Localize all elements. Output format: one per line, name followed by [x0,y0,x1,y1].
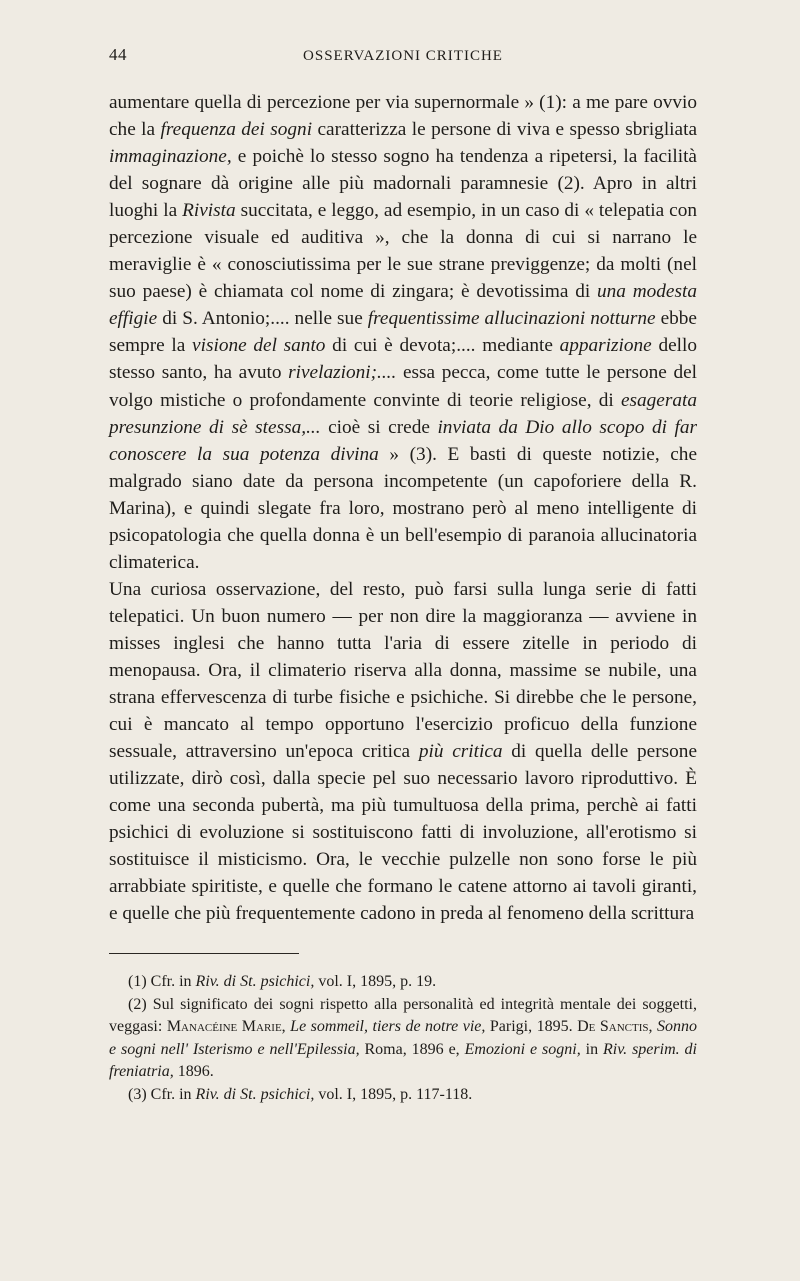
footnotes [109,971,697,1106]
paragraph [109,576,697,928]
text-run: » (3). E basti di queste notizie, che malgrado siano date da persona incompetente (un capoforiere della R. Marina), e quindi slegate fra loro, mostrano però al meno intelligente di psicopatologia che quella donna è un bell'esempio di paranoia allucinatoria climaterica. [109,443,698,573]
text-run: cioè si crede [320,416,438,438]
text-run: di S. Antonio;.... nelle sue [157,308,368,330]
text-run: essa pecca, come tutte le persone del volgo mistiche o profondamente convinte di teorie religiose, di [109,362,697,411]
italic-run: visione del santo [192,335,326,357]
text-run: e poichè lo stesso sogno ha tendenza a ripetersi, la facilità del sognare dà origine alle più madornali paramnesie (2). Apro in altri luoghi la [109,146,697,222]
text-run: caratterizza le persone di viva e spesso sbrigliata [312,119,698,141]
body-text [109,89,697,927]
footnote-rule [109,953,299,954]
italic-run: frequentissime allucinazioni notturne [367,308,656,330]
text-run: aumentare quella di percezione per via supernormale » (1): a me pare ovvio che la [109,92,697,141]
text-run: ebbe sempre la [109,308,697,357]
running-head [109,45,697,75]
italic-run: più critica [418,741,503,763]
italic-run: apparizione [559,335,652,357]
italic-run: Rivista [182,200,236,222]
italic-run: una modesta effigie [109,281,697,330]
page-number: 44 [109,45,127,64]
italic-run: rivelazioni;.... [288,362,397,384]
text-run: succitata, e leggo, ad esempio, in un caso di « telepatia con percezione visuale ed auditiva », che la donna di cui si narrano le meraviglie è « conosciutissima per le sue strane previggenze; da molti (nel suo paese) è chiamata col nome di zingara; è devotissima di [109,200,697,303]
paragraph [109,89,697,576]
italic-run: frequenza dei sogni [160,119,313,141]
text-run: di cui è devota;.... mediante [325,335,560,357]
italic-run: immaginazione, [109,146,232,168]
text-run: Una curiosa osservazione, del resto, può farsi sulla lunga serie di fatti telepatici. Un buon numero — per non dire la maggioranza — avviene in misses inglesi che hanno tutta l'aria di essere zitelle in periodo di menopausa. Ora, il climaterio riserva alla donna, massime se nubile, una strana effervescenza di turbe fisiche e psichiche. Si direbbe che le persone, cui è mancato al tempo opportuno l'esercizio proficuo della funzione sessuale, attraversino un'epoca critica [109,578,697,763]
footnote-1: (1) Cfr. in Riv. di St. psichici, vol. I, 1895, p. 19. [128,973,437,991]
italic-run: inviata da Dio allo scopo di far conoscere la sua potenza divina [109,416,697,465]
footnote-2: (2) Sul significato dei sogni rispetto alla personalità ed integrità mentale dei soggetti, veggasi: Manacéine Marie, Le sommeil, tiers de notre vie, Parigi, 1895. De Sanctis, Sonno e sogni nell' Isterismo e nell'Epilessia, Roma, 1896 e, Emozioni e sogni, in Riv. sperim. di freniatria, 1896. [109,995,698,1081]
running-title: OSSERVAZIONI CRITICHE [303,48,503,64]
text-run: di quella delle persone utilizzate, dirò così, dalla specie pel suo necessario lavoro riproduttivo. È come una seconda pubertà, ma più tumultuosa della prima, perchè ai fatti psichici di evoluzione si sostituiscono fatti di involuzione, all'erotismo si sostituisce il misticismo. Ora, le vecchie pulzelle non sono forse le più arrabbiate spiritiste, e quelle che formano le catene attorno ai tavoli giranti, e quelle che più frequentemente cadono in preda al fenomeno della scrittura [109,741,697,925]
italic-run: esagerata presunzione di sè stessa,... [109,389,697,438]
text-run: dello stesso santo, ha avuto [109,335,698,384]
footnote-3: (3) Cfr. in Riv. di St. psichici, vol. I, 1895, p. 117-118. [128,1085,473,1103]
